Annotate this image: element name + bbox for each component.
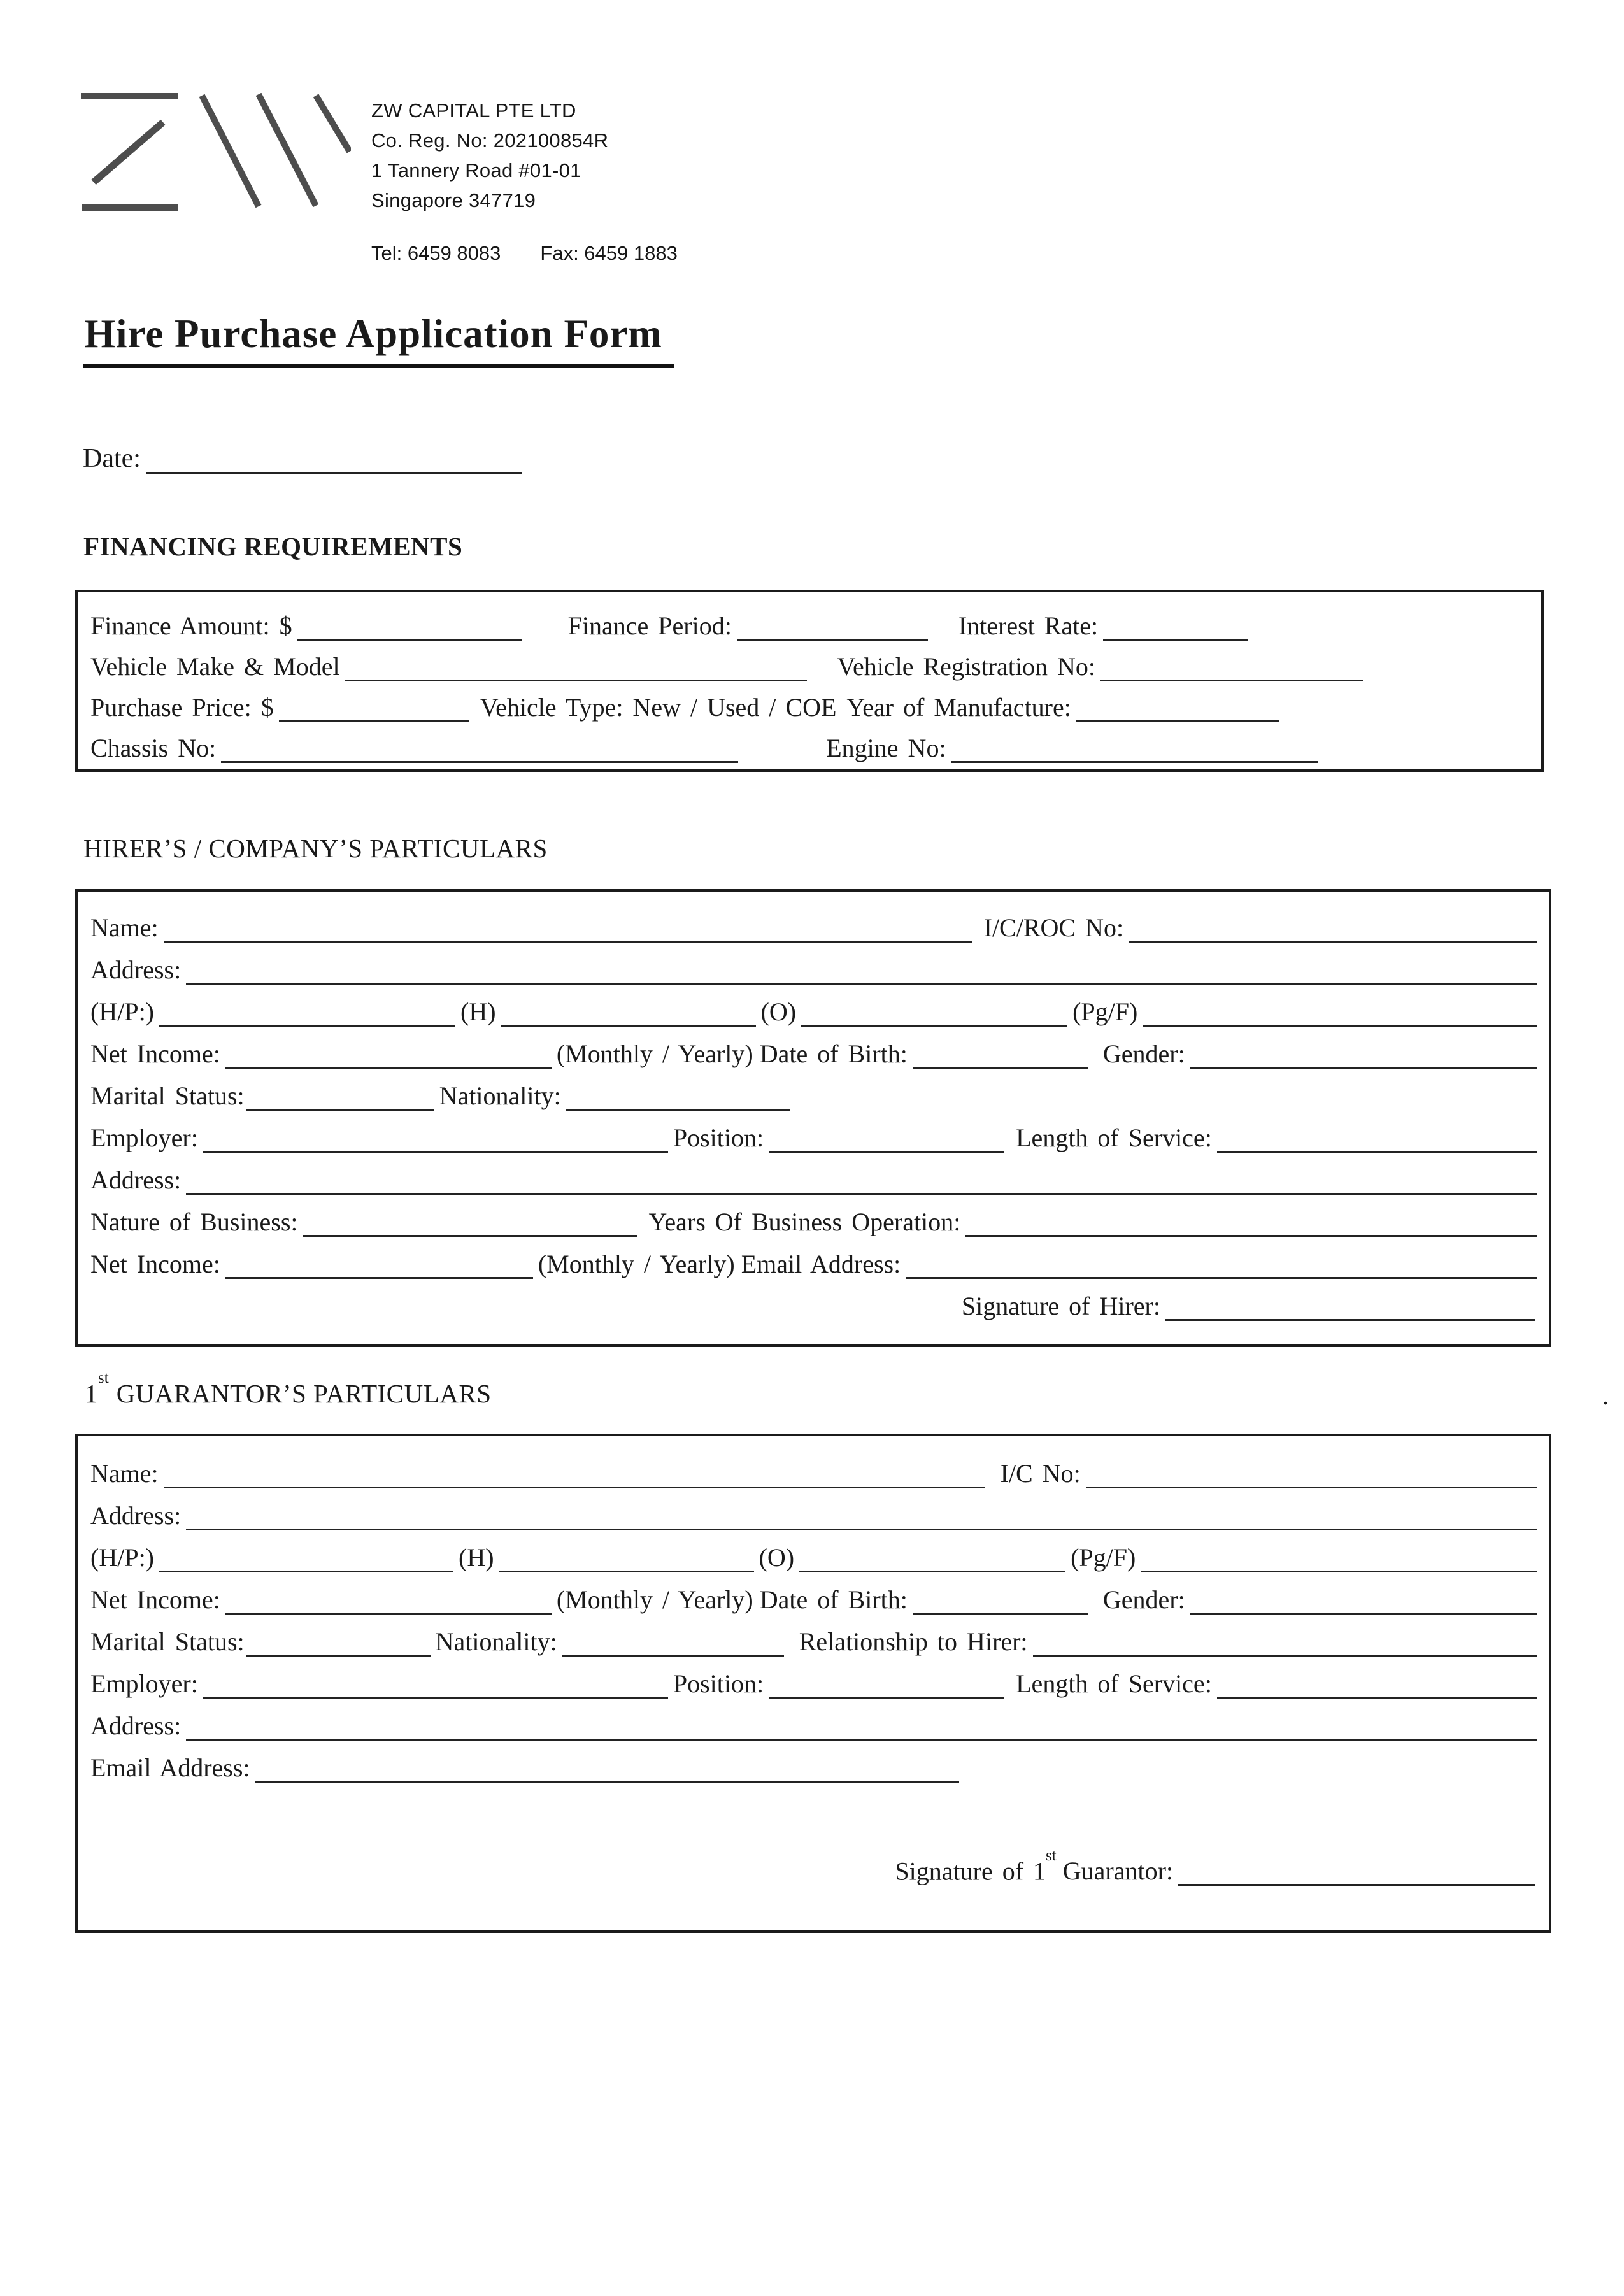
- guarantor-service-label: Length of Service:: [1016, 1669, 1212, 1699]
- date-label: Date:: [83, 444, 141, 473]
- zw-logo: [81, 93, 351, 214]
- guarantor-row-phones: [90, 1530, 1540, 1572]
- vehicle-make-model-label: Vehicle Make & Model: [90, 652, 340, 681]
- guarantor-position-line: [769, 1697, 1004, 1699]
- company-address-line2: Singapore 347719: [371, 189, 536, 211]
- letterhead-contact: [371, 242, 678, 265]
- guarantor-row-address2: [90, 1699, 1540, 1741]
- purchase-price-line: [279, 720, 469, 722]
- guarantor-row-email: [90, 1741, 1540, 1783]
- chassis-no-line: [221, 761, 738, 763]
- interest-rate-line: [1103, 639, 1248, 641]
- guarantor-gender-label: Gender:: [1102, 1585, 1185, 1615]
- vehicle-reg-no-label: Vehicle Registration No:: [837, 652, 1096, 681]
- guarantor-nationality-line: [562, 1655, 784, 1657]
- hirer-gender-line: [1190, 1067, 1537, 1069]
- guarantor-position-label: Position:: [673, 1669, 764, 1699]
- company-reg-no: Co. Reg. No: 202100854R: [371, 129, 609, 152]
- hirer-row-income2: [90, 1237, 1540, 1279]
- guarantor-relationship-label: Relationship to Hirer:: [799, 1627, 1028, 1657]
- hirer-ic-roc-label: I/C/ROC No:: [983, 913, 1124, 943]
- guarantor-heading: [85, 1369, 492, 1409]
- hirer-nature-line: [303, 1235, 637, 1237]
- guarantor-signature-prefix: Signature of 1: [895, 1857, 1046, 1886]
- hirer-row-income: [90, 1027, 1540, 1069]
- guarantor-net-income-label: Net Income:: [90, 1585, 220, 1615]
- guarantor-hp-label: (H/P:): [90, 1543, 154, 1572]
- hirer-box: [75, 889, 1551, 1347]
- guarantor-address2-line: [186, 1739, 1537, 1741]
- guarantor-box: [75, 1434, 1551, 1933]
- financing-box: [75, 590, 1544, 772]
- hirer-monthly-yearly2-label: (Monthly / Yearly): [538, 1250, 735, 1279]
- field-date: [83, 438, 527, 474]
- hirer-position-label: Position:: [673, 1123, 764, 1153]
- guarantor-monthly-yearly-label: (Monthly / Yearly): [556, 1585, 753, 1615]
- guarantor-address2-label: Address:: [90, 1711, 182, 1741]
- hirer-h-line: [501, 1025, 756, 1027]
- guarantor-nationality-label: Nationality:: [435, 1627, 557, 1657]
- guarantor-address-label: Address:: [90, 1501, 182, 1530]
- logo-bottom-bar: [82, 204, 178, 211]
- hirer-service-label: Length of Service:: [1016, 1123, 1212, 1153]
- financing-row-4: [90, 722, 1535, 763]
- guarantor-gender-line: [1190, 1613, 1537, 1615]
- guarantor-heading-number: 1: [85, 1379, 98, 1408]
- page-title: Hire Purchase Application Form: [83, 311, 674, 368]
- guarantor-name-label: Name:: [90, 1459, 159, 1488]
- chassis-no-label: Chassis No:: [90, 734, 217, 763]
- guarantor-row-employer: [90, 1657, 1540, 1699]
- logo-backslash-2: [259, 94, 316, 206]
- hirer-years-label: Years Of Business Operation:: [648, 1208, 961, 1237]
- hirer-nationality-label: Nationality:: [439, 1081, 561, 1111]
- guarantor-signature-line: [1178, 1884, 1535, 1886]
- financing-row-2: [90, 641, 1535, 681]
- hirer-email-label: Email Address:: [741, 1250, 901, 1279]
- hirer-signature-label: Signature of Hirer:: [961, 1292, 1160, 1321]
- guarantor-dob-line: [913, 1613, 1088, 1615]
- hirer-address2-line: [186, 1193, 1537, 1195]
- hirer-name-line: [164, 941, 972, 943]
- hirer-nature-label: Nature of Business:: [90, 1208, 298, 1237]
- hirer-monthly-yearly-label: (Monthly / Yearly): [556, 1039, 753, 1069]
- guarantor-signature-suffix: Guarantor:: [1062, 1857, 1173, 1886]
- hirer-row-business: [90, 1195, 1540, 1237]
- hirer-pgf-label: (Pg/F): [1072, 997, 1138, 1027]
- guarantor-ic-label: I/C No:: [1000, 1459, 1081, 1488]
- guarantor-email-label: Email Address:: [90, 1753, 250, 1783]
- hirer-heading: HIRER’S / COMPANY’S PARTICULARS: [83, 834, 548, 863]
- guarantor-o-label: (O): [759, 1543, 795, 1572]
- guarantor-address-line: [186, 1529, 1537, 1530]
- guarantor-heading-text: GUARANTOR’S PARTICULARS: [116, 1379, 492, 1408]
- hirer-pgf-line: [1143, 1025, 1537, 1027]
- finance-period-line: [737, 639, 928, 641]
- company-name: ZW CAPITAL PTE LTD: [371, 99, 576, 122]
- logo-top-bar: [81, 93, 178, 99]
- hirer-dob-label: Date of Birth:: [759, 1039, 908, 1069]
- guarantor-service-line: [1217, 1697, 1537, 1699]
- guarantor-net-income-line: [225, 1613, 552, 1615]
- hirer-net-income2-label: Net Income:: [90, 1250, 220, 1279]
- hirer-row-name: [90, 901, 1540, 943]
- guarantor-marital-line: [246, 1655, 431, 1657]
- guarantor-hp-line: [159, 1571, 453, 1572]
- hirer-name-label: Name:: [90, 913, 159, 943]
- purchase-price-label: Purchase Price: $: [90, 693, 274, 722]
- guarantor-email-line: [255, 1781, 959, 1783]
- hirer-hp-line: [159, 1025, 455, 1027]
- hirer-marital-line: [246, 1109, 434, 1111]
- financing-row-1: [90, 600, 1535, 641]
- hirer-h-label: (H): [460, 997, 496, 1027]
- hirer-marital-label: Marital Status:: [90, 1081, 245, 1111]
- hirer-hp-label: (H/P:): [90, 997, 154, 1027]
- finance-amount-label: Finance Amount: $: [90, 611, 292, 641]
- hirer-o-label: (O): [760, 997, 797, 1027]
- hirer-net-income-label: Net Income:: [90, 1039, 220, 1069]
- guarantor-relationship-line: [1033, 1655, 1537, 1657]
- vehicle-make-model-line: [345, 680, 807, 681]
- guarantor-h-label: (H): [459, 1543, 494, 1572]
- guarantor-pgf-line: [1141, 1571, 1537, 1572]
- year-of-manufacture-label: Year of Manufacture:: [846, 693, 1071, 722]
- logo-slash: [94, 122, 163, 182]
- guarantor-o-line: [799, 1571, 1065, 1572]
- hirer-signature-line: [1165, 1319, 1535, 1321]
- guarantor-signature-label: [895, 1846, 1173, 1886]
- guarantor-row-address: [90, 1488, 1540, 1530]
- hirer-email-line: [906, 1277, 1537, 1279]
- guarantor-pgf-label: (Pg/F): [1071, 1543, 1136, 1572]
- stray-mark: .: [1602, 1381, 1609, 1410]
- guarantor-ic-line: [1086, 1487, 1537, 1488]
- logo-backslash-3: [316, 96, 350, 152]
- guarantor-name-line: [164, 1487, 985, 1488]
- engine-no-line: [951, 761, 1318, 763]
- guarantor-row-signature: [90, 1844, 1540, 1886]
- hirer-net-income2-line: [225, 1277, 533, 1279]
- hirer-row-marital: [90, 1069, 1540, 1111]
- hirer-gender-label: Gender:: [1102, 1039, 1185, 1069]
- interest-rate-label: Interest Rate:: [958, 611, 1099, 641]
- year-of-manufacture-line: [1076, 720, 1279, 722]
- vehicle-reg-no-line: [1100, 680, 1363, 681]
- hirer-o-line: [801, 1025, 1067, 1027]
- guarantor-h-line: [499, 1571, 754, 1572]
- guarantor-row-marital: [90, 1615, 1540, 1657]
- financing-row-3: [90, 681, 1535, 722]
- guarantor-employer-line: [203, 1697, 668, 1699]
- financing-heading: FINANCING REQUIREMENTS: [83, 532, 463, 561]
- letterhead-text: [371, 96, 608, 215]
- finance-amount-line: [297, 639, 522, 641]
- hirer-employer-label: Employer:: [90, 1123, 198, 1153]
- hirer-service-line: [1217, 1151, 1537, 1153]
- hirer-years-line: [965, 1235, 1537, 1237]
- company-address-line1: 1 Tannery Road #01-01: [371, 159, 581, 182]
- engine-no-label: Engine No:: [826, 734, 946, 763]
- hirer-address-line: [186, 983, 1537, 985]
- hirer-employer-line: [203, 1151, 668, 1153]
- guarantor-heading-ordinal: st: [98, 1369, 109, 1387]
- hirer-position-line: [769, 1151, 1004, 1153]
- company-tel: Tel: 6459 8083: [371, 242, 501, 264]
- guarantor-marital-label: Marital Status:: [90, 1627, 245, 1657]
- hirer-row-employer: [90, 1111, 1540, 1153]
- hirer-net-income-line: [225, 1067, 552, 1069]
- date-line: [146, 472, 522, 474]
- hirer-row-address2: [90, 1153, 1540, 1195]
- hirer-address-label: Address:: [90, 955, 182, 985]
- hirer-dob-line: [913, 1067, 1088, 1069]
- hirer-row-phones: [90, 985, 1540, 1027]
- hirer-row-address: [90, 943, 1540, 985]
- guarantor-row-name: [90, 1446, 1540, 1488]
- hirer-ic-roc-line: [1129, 941, 1537, 943]
- guarantor-dob-label: Date of Birth:: [759, 1585, 908, 1615]
- guarantor-row-income: [90, 1572, 1540, 1615]
- vehicle-type-label: Vehicle Type: New / Used / COE: [480, 693, 837, 722]
- logo-backslash-1: [202, 96, 259, 206]
- hirer-nationality-line: [566, 1109, 790, 1111]
- hirer-row-signature: [90, 1279, 1540, 1321]
- company-fax: Fax: 6459 1883: [540, 242, 678, 264]
- guarantor-signature-ordinal: st: [1046, 1846, 1057, 1864]
- hirer-address2-label: Address:: [90, 1166, 182, 1195]
- finance-period-label: Finance Period:: [567, 611, 732, 641]
- guarantor-employer-label: Employer:: [90, 1669, 198, 1699]
